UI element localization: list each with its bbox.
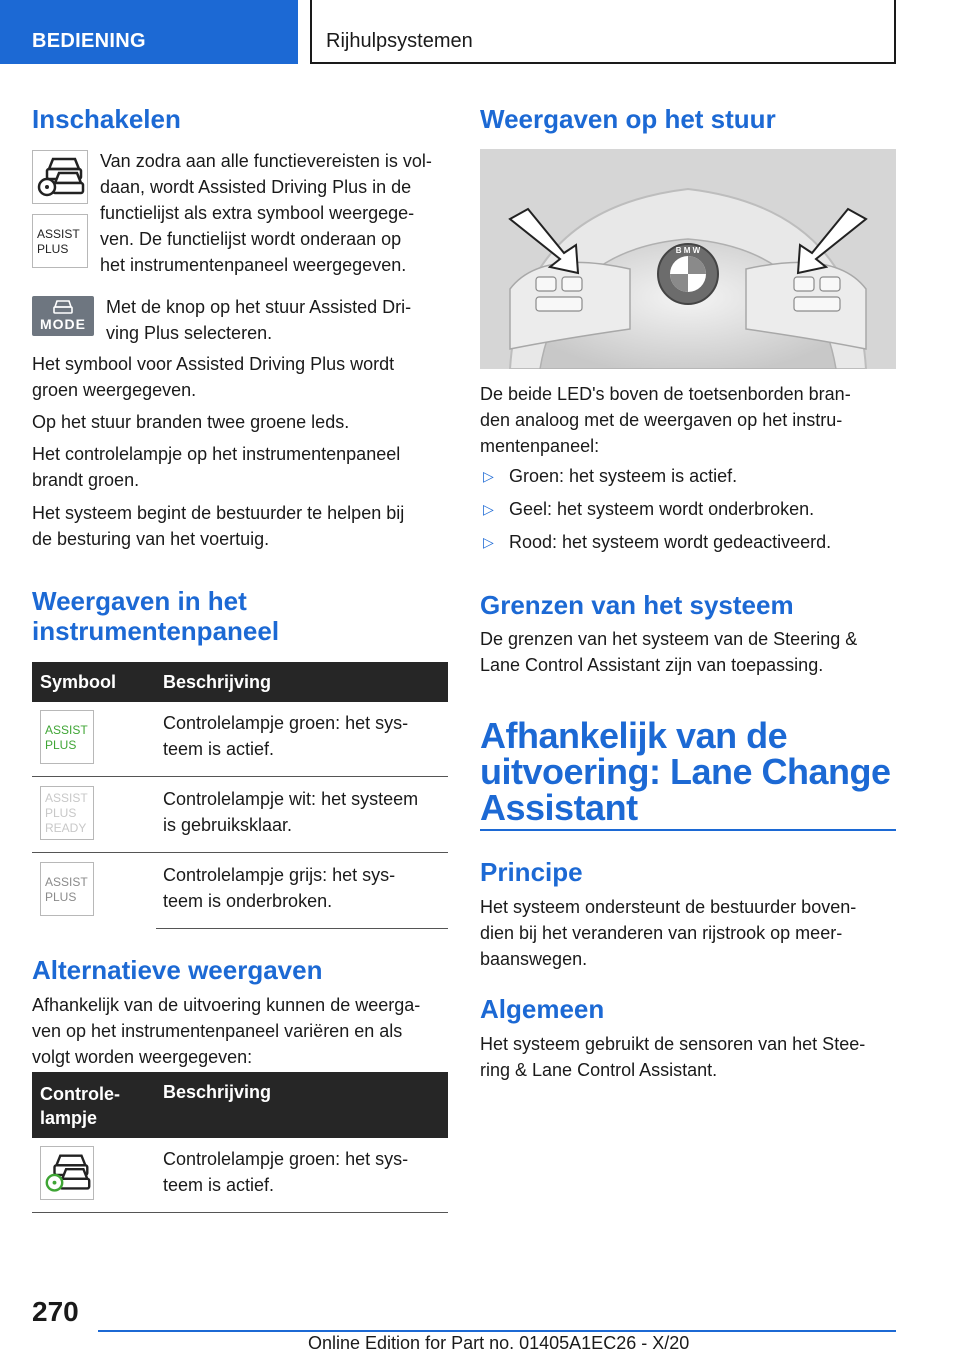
column-header-beschrijving: Beschrijving — [163, 1082, 272, 1102]
grenzen-paragraph: De grenzen van het systeem van de Steering & Lane Control Assistant zijn van toepassing. — [480, 629, 858, 675]
alternatieve-paragraph: Afhankelijk van de uitvoering kunnen de weerga- ven op het instrumentenpaneel variëren en als volgt worden weergegeven: — [32, 995, 421, 1067]
column-header-symbool: Symbool — [40, 672, 117, 692]
heading-alternatieve: Alternatieve weergaven — [32, 955, 323, 985]
table-header — [32, 1072, 448, 1138]
row-divider — [156, 928, 448, 929]
bmw-logo: B M W — [675, 246, 701, 255]
stuur-paragraph: De beide LED's boven de toetsenborden bran- den analoog met de weergaven op het instru- mentenpaneel: — [480, 384, 851, 456]
row-divider — [32, 852, 448, 853]
table-cell: Controlelampje groen: het sys- teem is actief. — [163, 713, 409, 759]
heading-algemeen: Algemeen — [480, 994, 605, 1024]
heading-lane-change-assistant: Afhankelijk van de uitvoering: Lane Change Assistant — [480, 715, 891, 828]
row-divider — [32, 776, 448, 777]
assist-plus-ready-icon: ASSIST PLUS READY — [40, 786, 94, 840]
chapter-tab — [310, 0, 896, 64]
footer-edition: Online Edition for Part no. 01405A1EC26 - X/20 — [308, 1333, 690, 1353]
inschakelen-paragraph-4: Op het stuur branden twee groene leds. — [32, 412, 350, 432]
assist-plus-green-icon: ASSIST PLUS — [40, 710, 94, 764]
section-tab — [0, 0, 298, 64]
bullet-item: Geel: het systeem wordt onderbroken. — [509, 499, 815, 519]
heading-stuur: Weergaven op het stuur — [480, 104, 776, 134]
assist-plus-grey-icon: ASSIST PLUS — [40, 862, 94, 916]
section-title: BEDIENING — [32, 30, 146, 52]
lane-assist-green-icon — [40, 1146, 94, 1200]
algemeen-paragraph: Het systeem gebruikt de sensoren van het Stee- ring & Lane Control Assistant. — [480, 1034, 866, 1080]
table-cell: Controlelampje groen: het sys- teem is actief. — [163, 1149, 409, 1195]
heading-inschakelen: Inschakelen — [32, 104, 181, 134]
chapter-title: Rijhulpsystemen — [326, 30, 473, 52]
triangle-bullet-icon: ▷ — [483, 534, 494, 550]
bullet-item: Rood: het systeem wordt gedeactiveerd. — [509, 532, 832, 552]
triangle-bullet-icon: ▷ — [483, 501, 494, 517]
assist-plus-icon: ASSIST PLUS — [32, 214, 88, 268]
footer-line — [98, 1330, 896, 1332]
inschakelen-paragraph-6: Het systeem begint de bestuurder te helpen bij de besturing van het voertuig. — [32, 503, 405, 549]
mode-button-icon: MODE — [32, 296, 94, 336]
heading-weergaven: Weergaven in het instrumentenpaneel — [32, 586, 280, 646]
inschakelen-paragraph-1: Van zodra aan alle functievereisten is vol- daan, wordt Assisted Driving Plus in de functielijst als extra symbool weergege- ven. De functielijst wordt onderaan op het instrumentenpaneel weergegeven. — [100, 151, 432, 275]
column-header-controlelampje: Controle- lampje — [40, 1084, 120, 1128]
principe-paragraph: Het systeem ondersteunt de bestuurder boven- dien bij het veranderen van rijstrook op meer- baanswegen. — [480, 897, 857, 969]
table-cell: Controlelampje grijs: het sys- teem is onderbroken. — [163, 865, 396, 911]
table-header — [32, 662, 448, 702]
row-divider — [32, 1212, 448, 1213]
heading-principe: Principe — [480, 857, 583, 887]
lane-assist-icon — [32, 150, 88, 204]
triangle-bullet-icon: ▷ — [483, 468, 494, 484]
table-cell: Controlelampje wit: het systeem is gebruiksklaar. — [163, 789, 419, 835]
page-number: 270 — [32, 1296, 79, 1327]
inschakelen-paragraph-5: Het controlelampje op het instrumentenpaneel brandt groen. — [32, 444, 401, 490]
heading-grenzen: Grenzen van het systeem — [480, 590, 794, 620]
inschakelen-paragraph-2: Met de knop op het stuur Assisted Dri- ving Plus selecteren. — [106, 297, 412, 343]
bullet-item: Groen: het systeem is actief. — [509, 466, 738, 486]
column-header-beschrijving: Beschrijving — [163, 672, 272, 692]
heading-underline — [480, 829, 896, 831]
inschakelen-paragraph-3: Het symbool voor Assisted Driving Plus wordt groen weergegeven. — [32, 354, 395, 400]
steering-wheel-image — [480, 149, 896, 369]
